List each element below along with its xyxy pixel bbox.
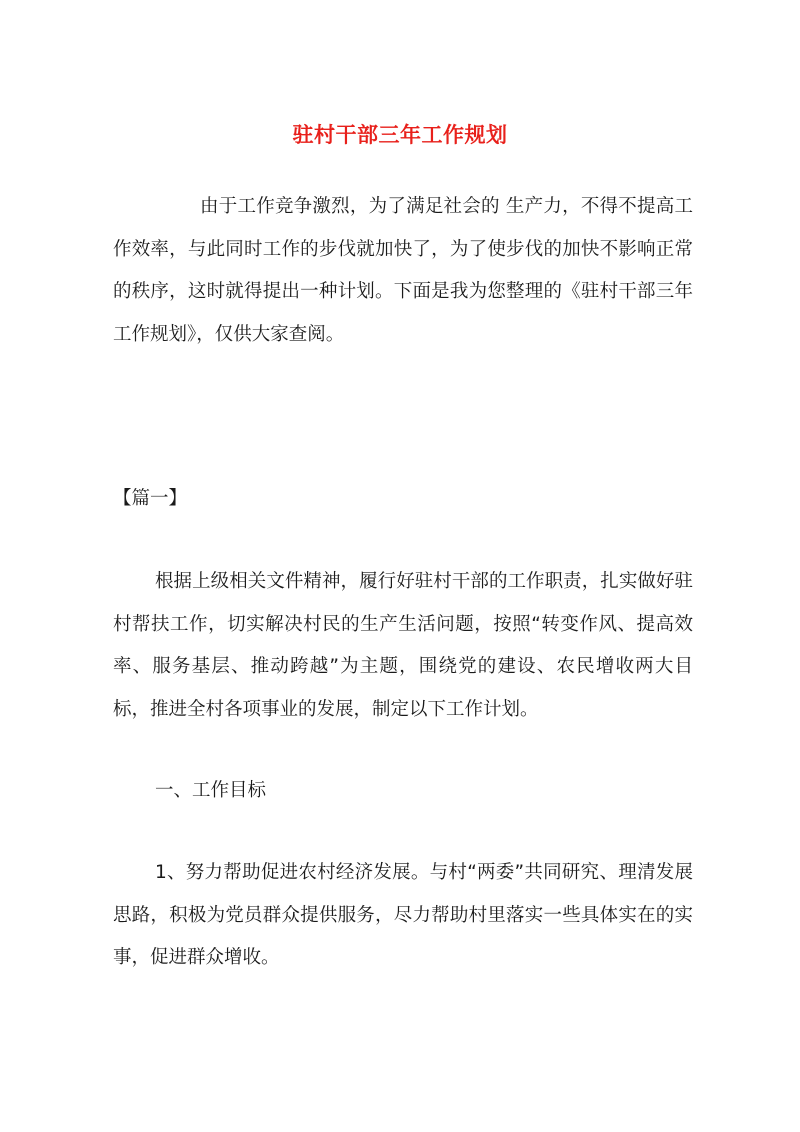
heading-work-goals: 一、工作目标	[155, 780, 267, 801]
section-label: 【篇一】	[113, 488, 188, 509]
document-title: 驻村干部三年工作规划	[292, 123, 508, 148]
body-paragraph-2: 1、努力帮助促进农村经济发展。与村“两委”共同研究、理清发展思路，积极为党员群众提供服务，尽力帮助村里落实一些具体实在的实事，促进群众增收。	[113, 862, 693, 968]
intro-paragraph: 由于工作竞争激烈，为了满足社会的 生产力，不得不提高工作效率，与此同时工作的步伐就加快了，为了使步伐的加快不影响正常的秩序，这时就得提出一种计划。下面是我为您整理的《驻村干部三年工作规划》，仅供大家查阅。	[113, 196, 693, 345]
body-paragraph-1: 根据上级相关文件精神，履行好驻村干部的工作职责，扎实做好驻村帮扶工作，切实解决村民的生产生活问题，按照“转变作风、提高效率、服务基层、推动跨越”为主题，围绕党的建设、农民增收两大目标，推进全村各项事业的发展，制定以下工作计划。	[113, 571, 693, 720]
